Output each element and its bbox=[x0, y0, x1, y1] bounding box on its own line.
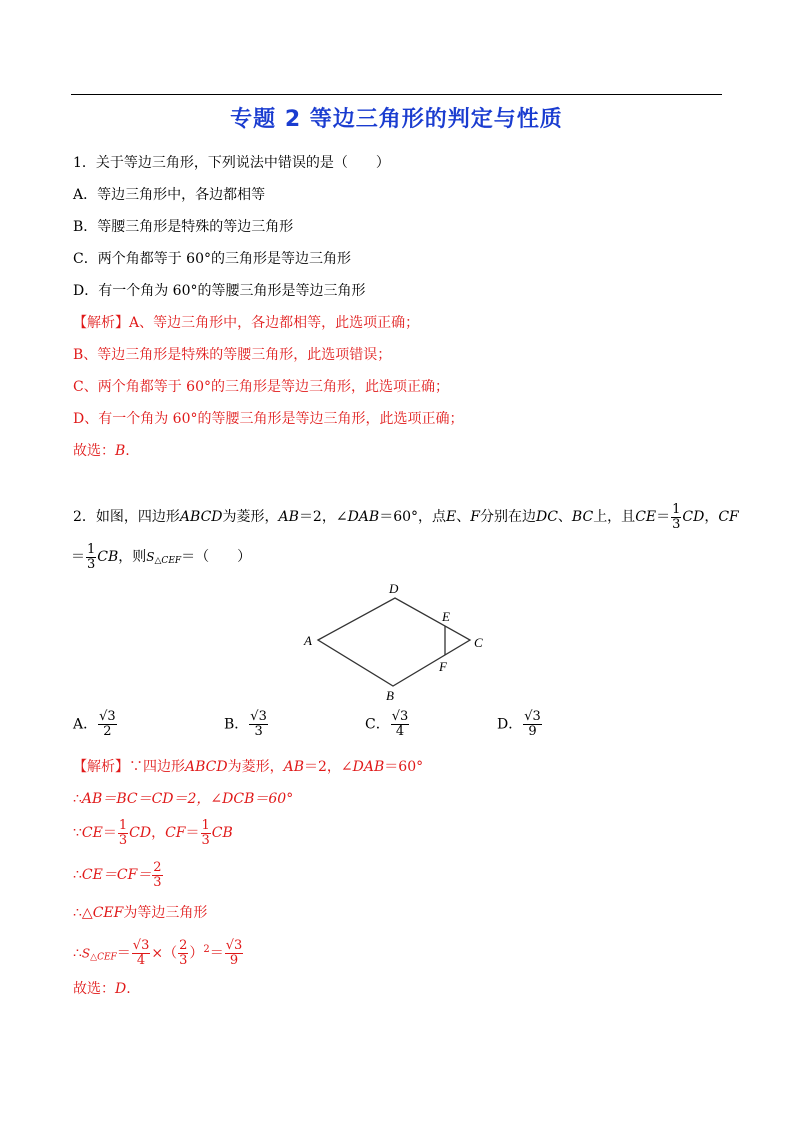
q1-analysis-line-3: C、两个角都等于 60°的三角形是等边三角形，此选项正确； bbox=[73, 379, 449, 395]
q2-analysis-line-3: ∵CE＝ $\frac{1}{3}$ CD，CF＝ $\frac{1}{3}$ CB bbox=[73, 817, 233, 848]
label-f: F bbox=[439, 659, 447, 674]
q1-option-b: B．等腰三角形是特殊的等边三角形 bbox=[73, 219, 294, 235]
label-e: E bbox=[442, 609, 450, 624]
q1-stem: 1．关于等边三角形，下列说法中错误的是（ ） bbox=[73, 155, 390, 171]
q2-stem-line-2: ＝ $\frac{1}{3}$ CB，则$S_{\triangle CEF}=$（ ） bbox=[71, 541, 252, 572]
label-a: A bbox=[304, 633, 312, 648]
label-d: D bbox=[389, 581, 399, 596]
analysis-tag: 【解析】 bbox=[73, 315, 129, 331]
label-b: B bbox=[386, 688, 394, 703]
q1-analysis-line-1: 【解析】A、等边三角形中，各边都相等，此选项正确； bbox=[73, 315, 420, 331]
q2-choice-b: B． $\frac{√3}{3}$ bbox=[224, 709, 267, 739]
q2-analysis-line-1: 【解析】∵四边形ABCD为菱形，AB＝2，∠DAB＝60° bbox=[73, 759, 424, 775]
q2-choice-d: D． $\frac{√3}{9}$ bbox=[497, 709, 541, 739]
q1-option-d: D．有一个角为 60°的等腰三角形是等边三角形 bbox=[73, 283, 366, 299]
label-c: C bbox=[474, 635, 483, 650]
q1-option-a: A．等边三角形中，各边都相等 bbox=[73, 187, 266, 203]
q1-analysis-line-4: D、有一个角为 60°的等腰三角形是等边三角形，此选项正确； bbox=[73, 411, 464, 427]
q2-analysis-line-2: ∴AB＝BC＝CD＝2，∠DCB＝60° bbox=[73, 791, 294, 807]
page-title: 专题 2 等边三角形的判定与性质 bbox=[230, 107, 563, 132]
fraction-one-third: $\frac{1}{3}$ bbox=[672, 501, 681, 532]
q2-answer: 故选：D. bbox=[73, 981, 131, 997]
q1-answer: 故选：B. bbox=[73, 443, 130, 459]
q2-choices bbox=[73, 710, 673, 750]
q2-choice-c: C． $\frac{√3}{4}$ bbox=[365, 709, 409, 739]
q1-analysis-line-2: B、等边三角形是特殊的等腰三角形，此选项错误； bbox=[73, 347, 392, 363]
fraction-one-third: $\frac{1}{3}$ bbox=[87, 541, 96, 572]
q2-stem-line-1: 2．如图，四边形ABCD为菱形，AB＝2，∠DAB＝60°，点E、F分别在边DC、BC上，且CE＝ $\frac{1}{3}$ CD，CF bbox=[73, 501, 739, 532]
q1-option-c: C．两个角都等于 60°的三角形是等边三角形 bbox=[73, 251, 351, 267]
q2-analysis-line-5: ∴△CEF为等边三角形 bbox=[73, 905, 208, 921]
header-rule bbox=[71, 94, 722, 95]
q2-analysis-line-6: $\therefore S_{\triangle CEF}=$ $\frac{√3}{4}$ ×（ $\frac{2}{3}$ ）$^2$＝ $\frac{√3}{9}$ bbox=[73, 938, 243, 969]
q2-choice-a: A． $\frac{√3}{2}$ bbox=[73, 709, 116, 739]
rhombus-figure bbox=[300, 578, 500, 703]
q2-analysis-line-4: ∴CE＝CF＝ $\frac{2}{3}$ bbox=[73, 859, 162, 890]
